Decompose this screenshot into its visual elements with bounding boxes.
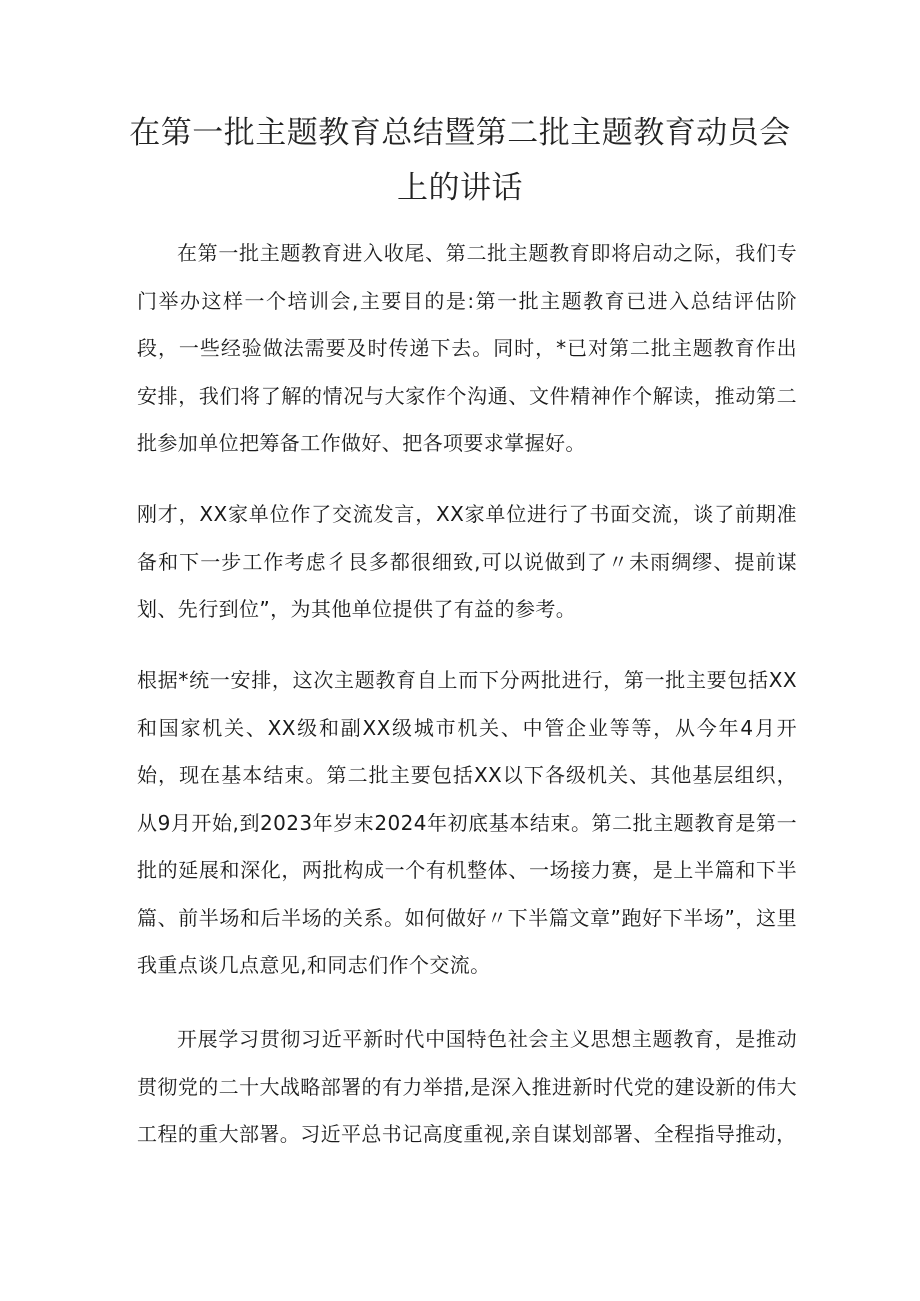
paragraph-intro: 在第一批主题教育进入收尾、第二批主题教育即将启动之际，我们专门举办这样一个培训会,主要目的是:第一批主题教育已进入总结评估阶段，一些经验做法需要及时传递下去。同时，*已对第二批主题教育作出安排，我们将了解的情况与大家作个沟通、文件精神作个解读，推动第二批参加单位把筹备工作做好、把各项要求掌握好。 (137, 241, 797, 455)
paragraph-arrangement: 根据*统一安排，这次主题教育自上而下分两批进行，第一批主要包括XX和国家机关、XX级和副XX级城市机关、中管企业等等，从今年4月开始，现在基本结束。第二批主要包括XX以下各级机关、其他基层组织，从9月开始,到2023年岁末2024年初底基本结束。第二批主题教育是第一批的延展和深化，两批构成一个有机整体、一场接力赛，是上半篇和下半篇、前半场和后半场的关系。如何做好〃下半篇文章”跑好下半场”，这里我重点谈几点意见,和同志们作个交流。 (137, 668, 797, 977)
paragraph-exchange: 刚才，XX家单位作了交流发言，XX家单位进行了书面交流，谈了前期准备和下一步工作考虑彳艮多都很细致,可以说做到了〃未雨绸缪、提前谋划、先行到位”，为其他单位提供了有益的参考。 (137, 502, 797, 621)
paragraph-significance: 开展学习贯彻习近平新时代中国特色社会主义思想主题教育，是推动贯彻党的二十大战略部署的有力举措,是深入推进新时代党的建设新的伟大工程的重大部署。习近平总书记高度重视,亲自谋划部署、全程指导推动， (137, 1027, 797, 1146)
document-title: 在第一批主题教育总结暨第二批主题教育动员会上的讲话 (129, 115, 791, 206)
